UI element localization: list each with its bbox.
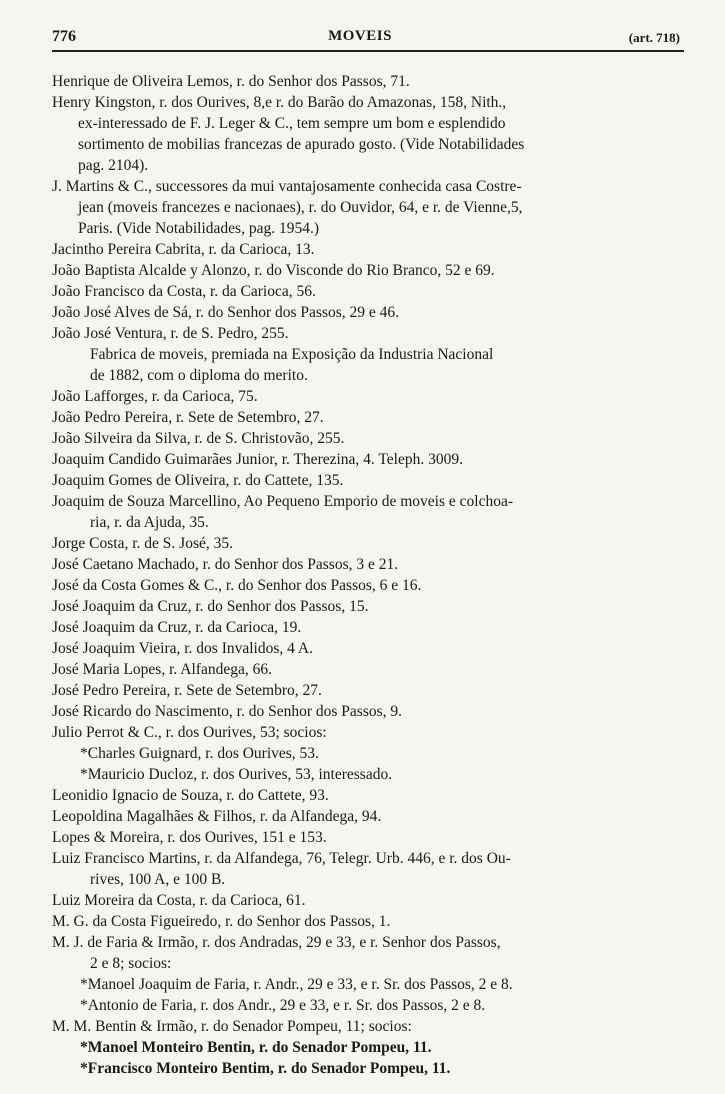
- page-header: [40, 28, 680, 52]
- entry-line: pag. 2104).: [78, 157, 149, 174]
- entry-line: ex-interessado de F. J. Leger & C., tem sempre um bom e esplendido: [78, 115, 506, 132]
- entry-line: Henry Kingston, r. dos Ourives, 8,e r. do Barão do Amazonas, 158, Nith.,: [52, 94, 507, 111]
- entry-line: *Manoel Monteiro Bentin, r. do Senador Pompeu, 11.: [80, 1039, 432, 1056]
- entry-line: Joaquim Candido Guimarães Junior, r. Therezina, 4. Teleph. 3009.: [52, 451, 463, 468]
- entry-line: José da Costa Gomes & C., r. do Senhor dos Passos, 6 e 16.: [52, 577, 422, 594]
- entry-line: João José Ventura, r. de S. Pedro, 255.: [52, 325, 289, 342]
- entry-line: José Caetano Machado, r. do Senhor dos Passos, 3 e 21.: [52, 556, 399, 573]
- entry-line: *Charles Guignard, r. dos Ourives, 53.: [80, 745, 319, 762]
- page-number: 776: [52, 28, 76, 45]
- entry-line: João José Alves de Sá, r. do Senhor dos Passos, 29 e 46.: [52, 304, 400, 321]
- entry-line: rives, 100 A, e 100 B.: [90, 871, 226, 888]
- entry-line: de 1882, com o diploma do merito.: [90, 367, 308, 384]
- entry-line: Luiz Moreira da Costa, r. da Carioca, 61.: [52, 892, 306, 909]
- entry-line: José Maria Lopes, r. Alfandega, 66.: [52, 661, 272, 678]
- entry-line: Fabrica de moveis, premiada na Exposição da Industria Nacional: [90, 346, 494, 363]
- running-title: MOVEIS: [328, 28, 392, 44]
- entry-line: José Pedro Pereira, r. Sete de Setembro, 27.: [52, 682, 322, 699]
- entry-line: João Lafforges, r. da Carioca, 75.: [52, 388, 258, 405]
- entry-line: João Baptista Alcalde y Alonzo, r. do Visconde do Rio Branco, 52 e 69.: [52, 262, 495, 279]
- entry-line: Julio Perrot & C., r. dos Ourives, 53; socios:: [52, 724, 327, 741]
- entry-line: João Pedro Pereira, r. Sete de Setembro, 27.: [52, 409, 324, 426]
- entry-line: M. J. de Faria & Irmão, r. dos Andradas, 29 e 33, e r. Senhor dos Passos,: [52, 934, 501, 951]
- entry-line: J. Martins & C., successores da mui vantajosamente conhecida casa Costre-: [52, 178, 522, 195]
- entry-line: Jacintho Pereira Cabrita, r. da Carioca, 13.: [52, 241, 315, 258]
- entry-line: Leonidio Ignacio de Souza, r. do Cattete, 93.: [52, 787, 329, 804]
- entry-line: jean (moveis francezes e nacionaes), r. do Ouvidor, 64, e r. de Vienne,5,: [78, 199, 523, 216]
- entry-line: Joaquim Gomes de Oliveira, r. do Cattete, 135.: [52, 472, 344, 489]
- entry-line: José Ricardo do Nascimento, r. do Senhor dos Passos, 9.: [52, 703, 403, 720]
- entry-line: sortimento de mobilias francezas de apurado gosto. (Vide Notabilidades: [78, 136, 525, 153]
- entry-line: Leopoldina Magalhães & Filhos, r. da Alfandega, 94.: [52, 808, 382, 825]
- entry-line: José Joaquim da Cruz, r. do Senhor dos Passos, 15.: [52, 598, 369, 615]
- entry-line: *Antonio de Faria, r. dos Andr., 29 e 33, e r. Sr. dos Passos, 2 e 8.: [80, 997, 486, 1014]
- entry-line: Luiz Francisco Martins, r. da Alfandega, 76, Telegr. Urb. 446, e r. dos Ou-: [52, 850, 511, 867]
- entry-line: Henrique de Oliveira Lemos, r. do Senhor dos Passos, 71.: [52, 73, 410, 90]
- entry-line: *Manoel Joaquim de Faria, r. Andr., 29 e 33, e r. Sr. dos Passos, 2 e 8.: [80, 976, 513, 993]
- header-rule: [52, 50, 684, 52]
- entry-line: Lopes & Moreira, r. dos Ourives, 151 e 153.: [52, 829, 327, 846]
- entry-line: João Silveira da Silva, r. de S. Christovão, 255.: [52, 430, 345, 447]
- entry-line: Jorge Costa, r. de S. José, 35.: [52, 535, 233, 552]
- entry-line: José Joaquim Vieira, r. dos Invalidos, 4 A.: [52, 640, 313, 657]
- entry-line: João Francisco da Costa, r. da Carioca, 56.: [52, 283, 316, 300]
- entry-line: Paris. (Vide Notabilidades, pag. 1954.): [78, 220, 319, 237]
- entry-line: *Mauricio Ducloz, r. dos Ourives, 53, interessado.: [80, 766, 393, 783]
- article-reference: (art. 718): [628, 30, 680, 45]
- entry-line: Joaquim de Souza Marcellino, Ao Pequeno Emporio de moveis e colchoa-: [52, 493, 514, 510]
- entry-line: *Francisco Monteiro Bentim, r. do Senador Pompeu, 11.: [80, 1060, 451, 1077]
- entry-line: M. G. da Costa Figueiredo, r. do Senhor dos Passos, 1.: [52, 913, 391, 930]
- entry-line: ria, r. da Ajuda, 35.: [90, 514, 209, 531]
- entry-line: M. M. Bentin & Irmão, r. do Senador Pompeu, 11; socios:: [52, 1018, 412, 1035]
- entry-line: José Joaquim da Cruz, r. da Carioca, 19.: [52, 619, 302, 636]
- entry-line: 2 e 8; socios:: [90, 955, 172, 972]
